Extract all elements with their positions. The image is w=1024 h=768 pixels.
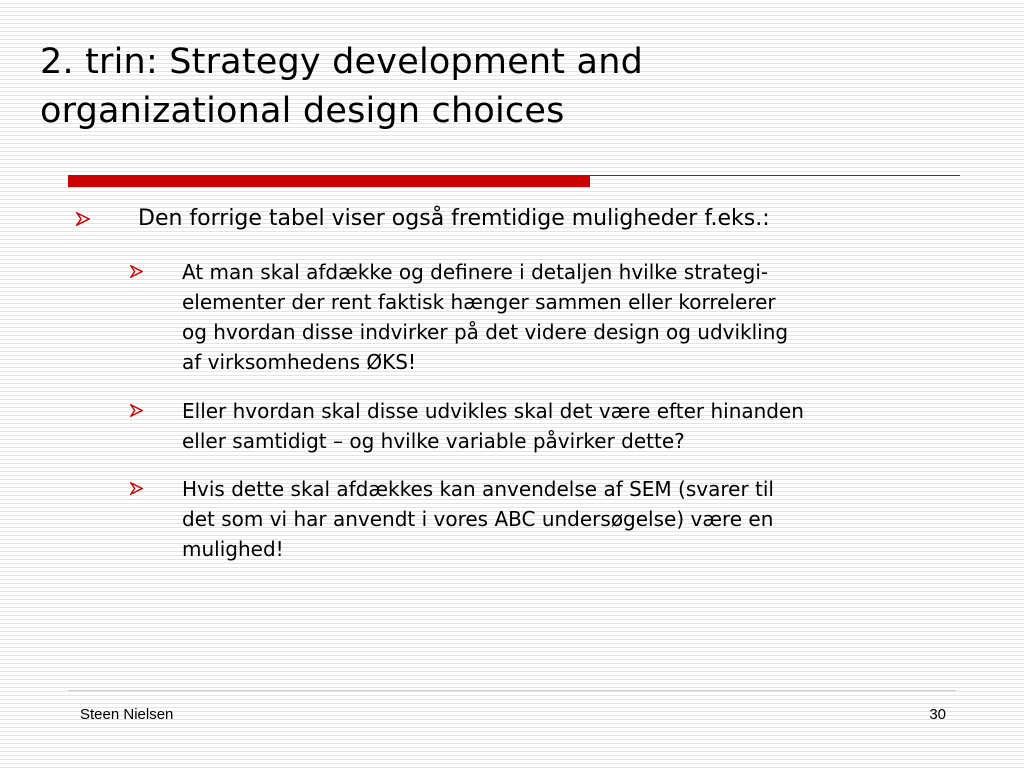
hollow-arrow-bullet-icon [76, 212, 90, 226]
sub-bullet-line: Hvis dette skal afdækkes kan anvendelse af SEM (svarer til [182, 477, 774, 501]
sub-bullet-line: og hvordan disse indvirker på det videre design og udvikling [182, 320, 789, 344]
footer-author: Steen Nielsen [80, 706, 174, 723]
footer-page-number: 30 [929, 706, 946, 723]
footer-divider [68, 690, 956, 691]
slide-title-line-2: organizational design choices [40, 91, 565, 131]
sub-bullet-text [182, 257, 1000, 377]
hollow-arrow-bullet-icon [130, 265, 143, 278]
sub-bullet-line: At man skal afdække og definere i detaljen hvilke strategi- [182, 260, 769, 284]
sub-bullet-line: elementer der rent faktisk hænger sammen eller korrelerer [182, 290, 776, 314]
sub-bullet-line: det som vi har anvendt i vores ABC undersøgelse) være en [182, 507, 774, 531]
hollow-arrow-bullet-icon [130, 482, 143, 495]
sub-bullet-line: af virksomhedens ØKS! [182, 350, 416, 374]
title-underline-thick-bar [68, 175, 590, 187]
slide-title [40, 38, 980, 136]
sub-bullet-line: mulighed! [182, 537, 284, 561]
sub-bullet-line: eller samtidigt – og hvilke variable påvirker dette? [182, 429, 685, 453]
title-underline-rule [68, 175, 960, 189]
sub-bullet-text [182, 396, 1000, 456]
main-bullet-text: Den forrige tabel viser også fremtidige muligheder f.eks.: [138, 206, 770, 231]
sub-bullet-line: Eller hvordan skal disse udvikles skal det være efter hinanden [182, 399, 804, 423]
hollow-arrow-bullet-icon [130, 404, 143, 417]
title-underline-thin-line [590, 175, 960, 176]
sub-bullet-text [182, 474, 1000, 564]
slide-title-line-1: 2. trin: Strategy development and [40, 42, 644, 82]
